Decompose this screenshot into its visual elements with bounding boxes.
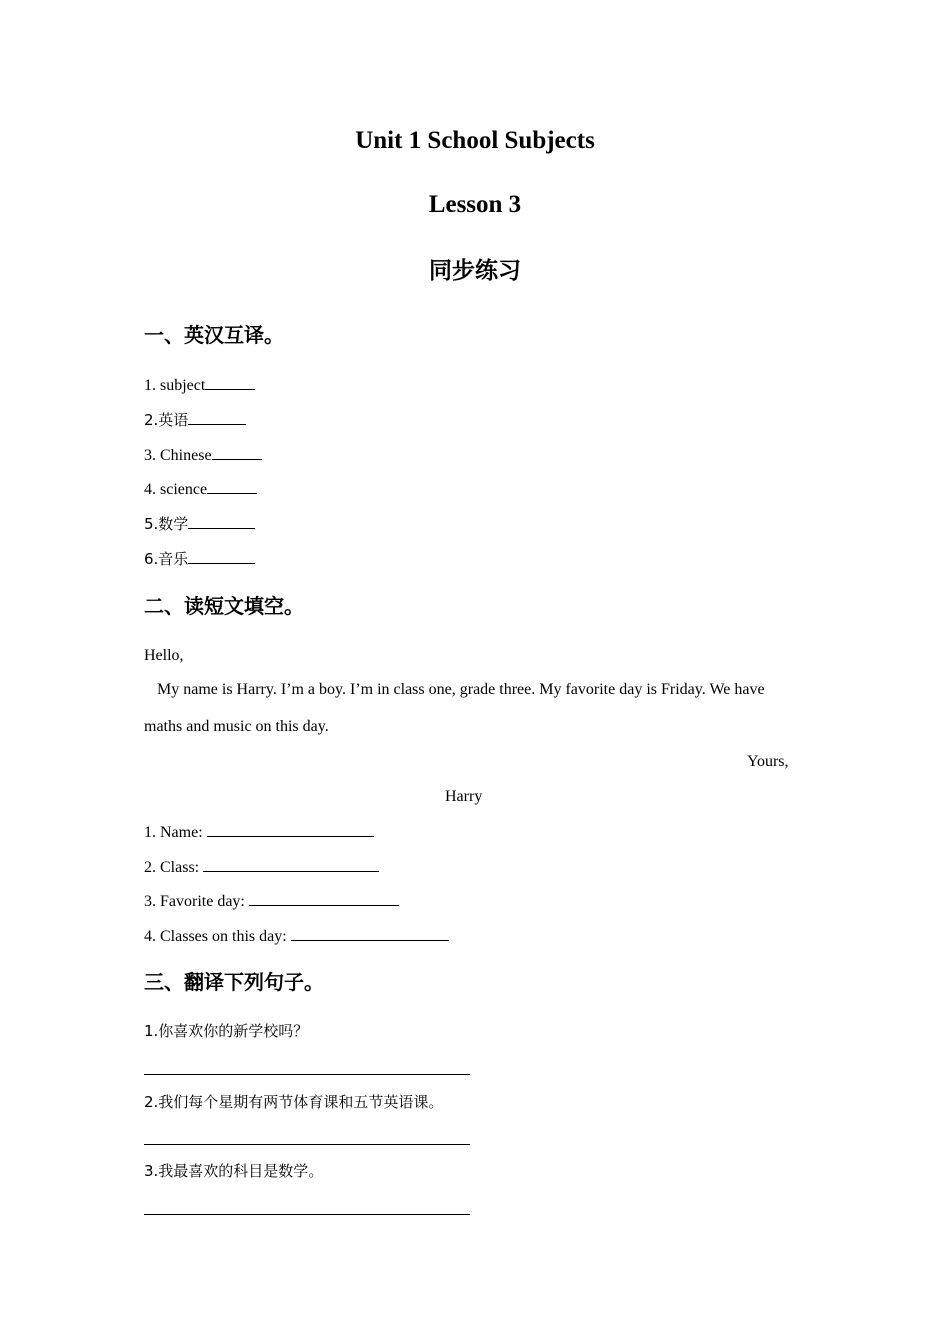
translate-item-text: 4. science	[144, 481, 208, 498]
translate-item	[144, 409, 246, 430]
question-item	[144, 890, 399, 912]
question-item	[144, 925, 449, 947]
answer-blank[interactable]	[188, 513, 255, 529]
letter-closing: Yours,	[747, 753, 789, 770]
answer-blank[interactable]	[291, 925, 449, 941]
translate-item-text: 5.数学	[144, 515, 189, 533]
answer-line[interactable]	[144, 1144, 470, 1145]
sentence-item: 3.我最喜欢的科目是数学。	[144, 1162, 324, 1180]
letter-body-line: My name is Harry. I’m a boy. I’m in class one, grade three. My favorite day is Friday. We have	[157, 681, 765, 698]
translate-item	[144, 478, 257, 500]
answer-blank[interactable]	[203, 856, 379, 872]
answer-blank[interactable]	[207, 821, 374, 837]
question-text: 1. Name:	[144, 824, 207, 841]
answer-blank[interactable]	[188, 409, 246, 425]
answer-blank[interactable]	[188, 548, 255, 564]
question-text: 3. Favorite day:	[144, 893, 249, 910]
translate-item-text: 6.音乐	[144, 550, 189, 568]
answer-blank[interactable]	[207, 478, 257, 494]
section3-heading: 三、翻译下列句子。	[144, 970, 324, 994]
answer-blank[interactable]	[249, 890, 399, 906]
translate-item	[144, 513, 255, 534]
question-item	[144, 821, 374, 843]
translate-item	[144, 374, 255, 396]
sentence-item: 2.我们每个星期有两节体育课和五节英语课。	[144, 1093, 444, 1111]
lesson-title: Lesson 3	[428, 191, 522, 218]
translate-item-text: 3. Chinese	[144, 447, 212, 464]
answer-line[interactable]	[144, 1214, 470, 1215]
answer-blank[interactable]	[212, 444, 262, 460]
question-item	[144, 856, 379, 878]
answer-blank[interactable]	[205, 374, 255, 390]
translate-item	[144, 548, 255, 569]
page-title: Unit 1 School Subjects	[355, 127, 595, 154]
letter-greeting: Hello,	[144, 647, 184, 664]
translate-item-text: 1. subject	[144, 377, 206, 394]
section1-heading: 一、英汉互译。	[144, 323, 284, 347]
letter-signature: Harry	[445, 788, 483, 805]
translate-item	[144, 444, 262, 466]
question-text: 2. Class:	[144, 859, 204, 876]
letter-body-line: maths and music on this day.	[144, 718, 329, 735]
sentence-item: 1.你喜欢你的新学校吗？	[144, 1022, 309, 1040]
section2-heading: 二、读短文填空。	[144, 594, 304, 618]
question-text: 4. Classes on this day:	[144, 928, 291, 945]
translate-item-text: 2.英语	[144, 411, 189, 429]
answer-line[interactable]	[144, 1074, 470, 1075]
exercise-subtitle: 同步练习	[429, 258, 521, 284]
